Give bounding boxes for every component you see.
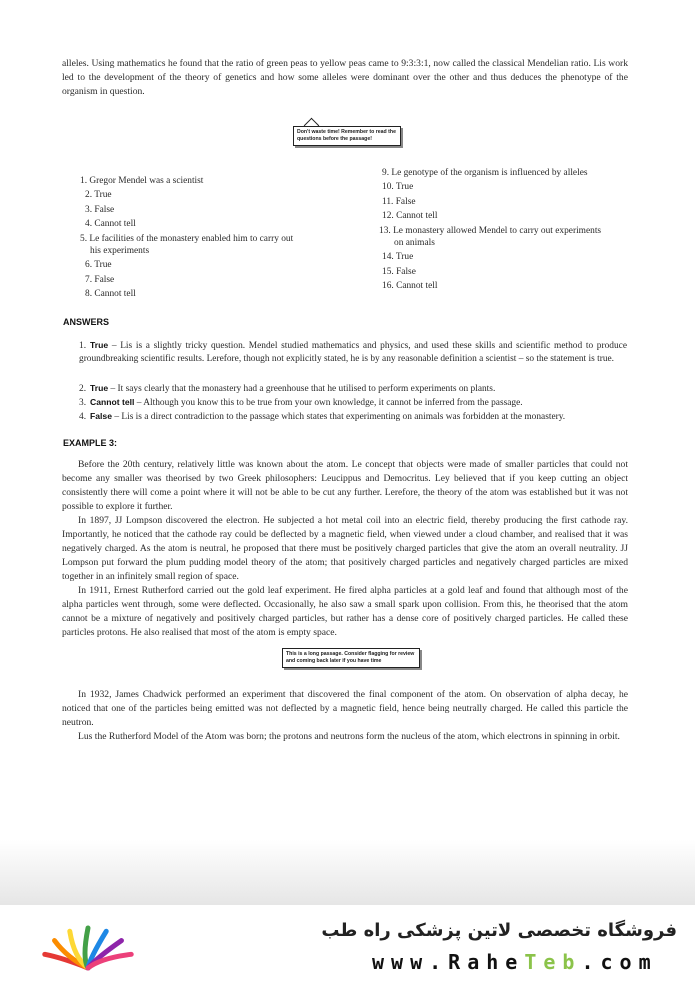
answer-item [79,396,627,410]
list-item: 12. Cannot tell [382,211,438,222]
answer-label: False [90,411,112,421]
list-item: 9. Le genotype of the organism is influenced by alleles [382,168,588,178]
passage-paragraph: In 1897, JJ Lompson discovered the electron. He subjected a hot metal coil into an electric field, thereby producing the first cathode ray. Importantly, he noticed that the cathode ray could be deflected by a magnetic field, when viewed under a cloud chamber, and realised that it was negatively charged. As the atom is neutral, he proposed that there must be positively charged particles that give the atom an overall neutrality. JJ Lompson put forward the plum pudding model theory of the atom; that positively charged particles and negatively charged particles are mixed together in an infinitely small region of space. [62,515,628,582]
example-heading: EXAMPLE 3: [63,438,118,448]
brand-name: فروشگاه تخصصی لاتین پزشکی راه طب [321,920,677,941]
answer-text: – It says clearly that the monastery had a greenhouse that he utilised to perform experiments on plants. [108,384,496,394]
answer-item [79,410,627,424]
list-item: 3. False [85,204,115,215]
list-item: on animals [394,238,435,249]
answer-label: True [90,340,109,350]
url-teb: Teb [524,950,582,974]
list-item: 13. Le monastery allowed Mendel to carry out experiments [379,225,602,236]
list-item: 8. Cannot tell [85,289,136,300]
list-item: 14. True [382,252,414,263]
url-prefix: www. [372,950,449,974]
book-logo-icon [38,916,138,976]
answer-text: – Although you know this to be true from your own knowledge, it cannot be inferred from the passage. [134,398,523,408]
answer-number: 1. [79,341,87,351]
answer-number: 4. [79,412,87,422]
list-item: 4. Cannot tell [85,219,136,230]
page-shadow [0,840,695,910]
list-item: 5. Le facilities of the monastery enabled him to carry out [80,233,294,244]
list-item: 7. False [85,274,115,285]
answer-number: 2. [79,384,87,394]
answer-label: True [90,383,109,393]
passage-paragraph: In 1932, James Chadwick performed an experiment that discovered the final component of the atom. On observation of alpha decay, he noticed that one of the particles being emitted was not deflected by a magnetic field, hence being neutrally charged. He called this particle the neutron. [62,689,628,728]
answer-item [79,382,627,396]
answer-text: – Lis is a direct contradiction to the passage which states that experimenting on animals was forbidden at the monastery. [111,412,566,422]
callout-text: Don't waste time! Remember to read the questions before the passage! [293,126,401,146]
answer-text: – Lis is a slightly tricky question. Mendel studied mathematics and physics, and used these skills and scientific method to produce groundbreaking scientific results. Lerefore, though not explicitly stated, he is by any reasonable definition a scientist – so the statement is true. [79,341,627,364]
answer-item [79,339,627,366]
list-item: 16. Cannot tell [382,281,438,292]
list-item: 10. True [382,182,414,193]
brand-url [372,950,658,974]
passage-paragraph: Lus the Rutherford Model of the Atom was born; the protons and neutrons form the nucleus of the atom, which electrons in spinning in orbit. [78,731,620,742]
answer-number: 3. [79,398,87,408]
url-suffix: .com [581,950,658,974]
passage-paragraph: In 1911, Ernest Rutherford carried out the gold leaf experiment. He fired alpha particles at a gold leaf and found that although most of the alpha particles went through, some were deflected. Occasionally, he also saw a small spark upon collision. From this, he theorised that the atom cannot be a mixture of negatively and positively charged particles, but rather has a dense core of positively charged particles. He called these particles protons. He also realised that most of the atom is empty space. [62,585,628,638]
tip-callout: This is a long passage. Consider flagging for review and coming back later if you have time [282,648,420,668]
list-item: 15. False [382,266,416,277]
passage-paragraph: Before the 20th century, relatively little was known about the atom. Le concept that objects were made of smaller particles that could not become any smaller was theorised by two Greek philosophers: Leucippus and Democritus. Ley believed that if you keep cutting an object consistently there will come a point where it will not be able to be cut any further. Lerefore, the theory of the atom was established but it was not possible to explore it further. [62,459,628,512]
question-list-left [80,174,330,302]
answers-heading: ANSWERS [63,317,110,327]
answer-label: Cannot tell [90,397,135,407]
list-item: 1. Gregor Mendel was a scientist [80,176,204,186]
url-rahe: Rahe [448,950,525,974]
list-item: 11. False [382,196,416,207]
list-item: 6. True [85,260,112,271]
intro-paragraph: alleles. Using mathematics he found that the ratio of green peas to yellow peas came to 9:3:3:1, now called the classical Mendelian ratio. Lis work led to the development of the theory of genetics and how some alleles were dominant over the other and thus deduces the phenotype of the organism in question. [62,58,628,97]
question-list-right [379,166,642,294]
list-item: his experiments [90,246,150,257]
list-item: 2. True [85,190,112,201]
